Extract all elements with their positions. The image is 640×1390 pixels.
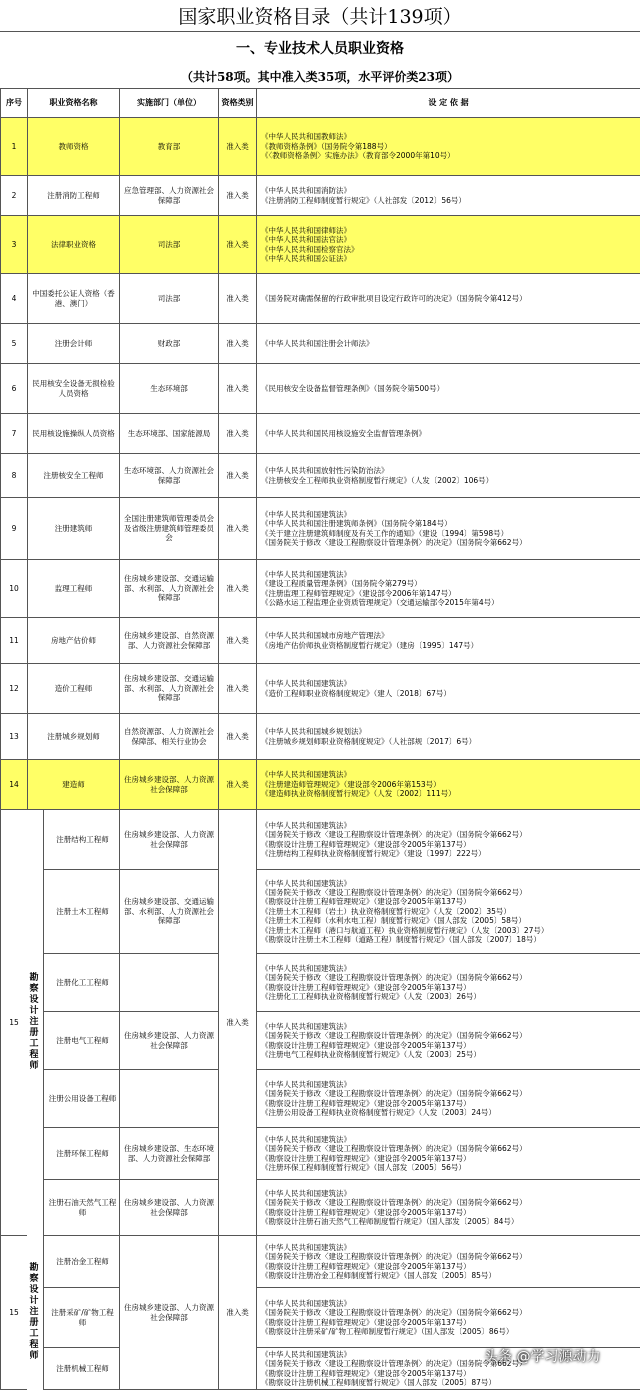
qualification-type: 准入类 — [219, 176, 257, 216]
basis-line: 《中华人民共和国建筑法》 — [261, 679, 638, 688]
document-title: 国家职业资格目录（共计139项） — [0, 0, 640, 32]
qualification-type: 准入类 — [219, 454, 257, 498]
basis-cell — [257, 414, 640, 454]
basis-line: 《中华人民共和国民用核设施安全监督管理条例》 — [261, 429, 638, 438]
qualification-name: 民用核设施操纵人员资格 — [28, 414, 120, 454]
basis-line: 《勘察设计注册工程师管理规定》（建设部令2005年第137号） — [261, 1318, 638, 1327]
basis-line: 《注册化工工程师执业资格制度暂行规定》（人发〔2003〕26号） — [261, 992, 638, 1001]
section-summary: （共计58项。其中准入类35项，水平评价类23项） — [0, 64, 640, 88]
department: 住房城乡建设部、交通运输部、水利部、人力资源社会保障部 — [120, 870, 219, 954]
basis-line: 《国务院关于修改〈建设工程勘察设计管理条例〉的决定》（国务院令第662号） — [261, 1252, 638, 1261]
department — [120, 954, 219, 1012]
table-row — [1, 498, 640, 560]
basis-line: 《国务院关于修改〈建设工程勘察设计管理条例〉的决定》（国务院令第662号） — [261, 1308, 638, 1317]
basis-line: 《国务院关于修改〈建设工程勘察设计管理条例〉的决定》（国务院令第662号） — [261, 830, 638, 839]
department: 教育部 — [120, 118, 219, 176]
basis-cell — [257, 760, 640, 810]
basis-cell — [257, 364, 640, 414]
department: 生态环境部、人力资源社会保障部 — [120, 454, 219, 498]
basis-cell — [257, 560, 640, 618]
department: 自然资源部、人力资源社会保障部、相关行业协会 — [120, 714, 219, 760]
basis-cell — [257, 618, 640, 664]
department: 住房城乡建设部、交通运输部、水利部、人力资源社会保障部 — [120, 664, 219, 714]
qualification-type: 准入类 — [219, 324, 257, 364]
basis-cell — [257, 810, 640, 870]
basis-line: 《中华人民共和国建筑法》 — [261, 821, 638, 830]
row-number: 13 — [1, 714, 28, 760]
group-label — [27, 810, 44, 1236]
basis-line: 《注册土木工程师（港口与航道工程）执业资格制度暂行规定》（人发〔2003〕27号） — [261, 926, 638, 935]
table-row — [1, 364, 640, 414]
qualification-type: 准入类 — [219, 414, 257, 454]
qualification-name: 房地产估价师 — [28, 618, 120, 664]
basis-cell — [257, 324, 640, 364]
basis-line: 《造价工程师职业资格制度规定》（建人〔2018〕67号） — [261, 689, 638, 698]
basis-line: 《勘察设计注册工程师管理规定》（建设部令2005年第137号） — [261, 897, 638, 906]
qualification-name: 法律职业资格 — [28, 216, 120, 274]
basis-line: 《建设工程质量管理条例》（国务院令第279号） — [261, 579, 638, 588]
table-row — [1, 118, 640, 176]
basis-cell — [257, 1180, 640, 1236]
basis-line: 《注册消防工程师制度暂行规定》（人社部发〔2012〕56号） — [261, 196, 638, 205]
row-number: 9 — [1, 498, 28, 560]
basis-line: 《中华人民共和国建筑法》 — [261, 1022, 638, 1031]
qualification-name: 注册建筑师 — [28, 498, 120, 560]
department: 住房城乡建设部、生态环境部、人力资源社会保障部 — [120, 1128, 219, 1180]
basis-line: 《中华人民共和国注册建筑师条例》（国务院令第184号） — [261, 519, 638, 528]
basis-line: 《〈教师资格条例〉实施办法》（教育部令2000年第10号） — [261, 151, 638, 160]
row-number: 1 — [1, 118, 28, 176]
qualification-name: 注册采矿/矿物工程师 — [46, 1308, 119, 1327]
header-basis: 设 定 依 据 — [257, 89, 640, 118]
table-row — [1, 664, 640, 714]
row-number: 4 — [1, 274, 28, 324]
qualification-name: 注册土木工程师 — [46, 907, 119, 916]
department: 住房城乡建设部、人力资源社会保障部 — [120, 1180, 219, 1236]
qualification-name: 注册会计师 — [28, 324, 120, 364]
qualification-name: 民用核安全设备无损检验人员资格 — [28, 364, 120, 414]
row-number: 14 — [1, 760, 28, 810]
qualification-type: 准入类 — [219, 364, 257, 414]
basis-line: 《勘察设计注册工程师管理规定》（建设部令2005年第137号） — [261, 1099, 638, 1108]
department: 住房城乡建设部、人力资源社会保障部 — [120, 760, 219, 810]
basis-line: 《勘察设计注册冶金工程师制度暂行规定》（国人部发〔2005〕85号） — [261, 1271, 638, 1280]
department: 司法部 — [120, 274, 219, 324]
basis-line: 《中华人民共和国城市房地产管理法》 — [261, 631, 638, 640]
table-row — [1, 1070, 640, 1128]
basis-cell — [257, 1288, 640, 1348]
basis-line: 《中华人民共和国建筑法》 — [261, 1299, 638, 1308]
basis-line: 《中华人民共和国建筑法》 — [261, 770, 638, 779]
qualification-table — [0, 88, 640, 1390]
basis-cell — [257, 1128, 640, 1180]
row-number: 3 — [1, 216, 28, 274]
basis-line: 《中华人民共和国建筑法》 — [261, 879, 638, 888]
basis-line: 《国务院关于修改〈建设工程勘察设计管理条例〉的决定》（国务院令第662号） — [261, 538, 638, 547]
row-number: 6 — [1, 364, 28, 414]
table-row — [1, 1128, 640, 1180]
qualification-name: 教师资格 — [28, 118, 120, 176]
qualification-name: 注册电气工程师 — [46, 1036, 119, 1045]
basis-cell — [257, 498, 640, 560]
row-number: 11 — [1, 618, 28, 664]
basis-line: 《注册环保工程师制度暂行规定》（国人部发〔2005〕56号） — [261, 1163, 638, 1172]
basis-line: 《中华人民共和国放射性污染防治法》 — [261, 466, 638, 475]
qualification-name: 中国委托公证人资格（香港、澳门） — [28, 274, 120, 324]
qualification-name: 注册冶金工程师 — [46, 1257, 119, 1266]
table-row — [1, 1012, 640, 1070]
table-row — [1, 1288, 640, 1348]
table-row — [1, 414, 640, 454]
basis-line: 《中华人民共和国检察官法》 — [261, 245, 638, 254]
basis-line: 《注册公用设备工程师执业资格制度暂行规定》（人发〔2003〕24号） — [261, 1108, 638, 1117]
row-number: 2 — [1, 176, 28, 216]
basis-cell — [257, 664, 640, 714]
basis-cell — [257, 216, 640, 274]
basis-line: 《勘察设计注册工程师管理规定》（建设部令2005年第137号） — [261, 1369, 638, 1378]
basis-line: 《勘察设计注册工程师管理规定》（建设部令2005年第137号） — [261, 840, 638, 849]
basis-line: 《中华人民共和国公证法》 — [261, 254, 638, 263]
qualification-type: 准入类 — [219, 498, 257, 560]
qualification-type: 准入类 — [219, 618, 257, 664]
department — [120, 1070, 219, 1128]
basis-cell — [257, 954, 640, 1012]
basis-line: 《建造师执业资格制度暂行规定》（人发〔2002〕111号） — [261, 789, 638, 798]
header-type: 资格类别 — [219, 89, 257, 118]
qualification-type: 准入类 — [219, 810, 257, 1236]
basis-cell — [257, 1236, 640, 1288]
basis-line: 《勘察设计注册工程师管理规定》（建设部令2005年第137号） — [261, 1208, 638, 1217]
basis-line: 《中华人民共和国建筑法》 — [261, 1080, 638, 1089]
basis-line: 《注册核安全工程师执业资格制度暂行规定》（人发〔2002〕106号） — [261, 476, 638, 485]
qualification-type: 准入类 — [219, 1236, 257, 1390]
basis-line: 《国务院关于修改〈建设工程勘察设计管理条例〉的决定》（国务院令第662号） — [261, 1198, 638, 1207]
basis-line: 《勘察设计注册机械工程师制度暂行规定》（国人部发〔2005〕87号） — [261, 1378, 638, 1387]
basis-cell — [257, 714, 640, 760]
table-row — [1, 714, 640, 760]
basis-line: 《勘察设计注册工程师管理规定》（建设部令2005年第137号） — [261, 1262, 638, 1271]
department: 住房城乡建设部、自然资源部、人力资源社会保障部 — [120, 618, 219, 664]
basis-line: 《房地产估价师执业资格制度暂行规定》（建房〔1995〕147号） — [261, 641, 638, 650]
basis-cell — [257, 118, 640, 176]
table-header-row — [1, 89, 640, 118]
row-number: 12 — [1, 664, 28, 714]
table-row — [1, 216, 640, 274]
header-no: 序号 — [1, 89, 28, 118]
basis-line: 《中华人民共和国消防法》 — [261, 186, 638, 195]
row-number: 10 — [1, 560, 28, 618]
basis-line: 《中华人民共和国建筑法》 — [261, 1350, 638, 1359]
qualification-type: 准入类 — [219, 274, 257, 324]
basis-line: 《民用核安全设备监督管理条例》（国务院令第500号） — [261, 384, 638, 393]
qualification-name: 建造师 — [28, 760, 120, 810]
qualification-name: 注册石油天然气工程师 — [46, 1198, 119, 1217]
qualification-name: 注册城乡规划师 — [28, 714, 120, 760]
basis-line: 《注册结构工程师执业资格制度暂行规定》（建设〔1997〕222号） — [261, 849, 638, 858]
basis-line: 《中华人民共和国建筑法》 — [261, 1243, 638, 1252]
qualification-name: 注册结构工程师 — [46, 835, 119, 844]
table-row — [1, 760, 640, 810]
table-row — [1, 560, 640, 618]
basis-line: 《中华人民共和国建筑法》 — [261, 570, 638, 579]
basis-line: 《中华人民共和国律师法》 — [261, 226, 638, 235]
department: 住房城乡建设部、人力资源社会保障部 — [120, 1236, 219, 1390]
basis-line: 《注册城乡规划师职业资格制度规定》（人社部规〔2017〕6号） — [261, 737, 638, 746]
table-row — [1, 454, 640, 498]
basis-line: 《中华人民共和国法官法》 — [261, 235, 638, 244]
basis-cell — [257, 870, 640, 954]
basis-line: 《注册电气工程师执业资格制度暂行规定》（人发〔2003〕25号） — [261, 1050, 638, 1059]
basis-line: 《注册建造师管理规定》（建设部令2006年第153号） — [261, 780, 638, 789]
basis-line: 《国务院关于修改〈建设工程勘察设计管理条例〉的决定》（国务院令第662号） — [261, 1144, 638, 1153]
table-row — [1, 618, 640, 664]
qualification-name: 注册环保工程师 — [46, 1149, 119, 1158]
table-row — [1, 324, 640, 364]
basis-line: 《中华人民共和国建筑法》 — [261, 1135, 638, 1144]
basis-line: 《中华人民共和国建筑法》 — [261, 510, 638, 519]
row-number: 5 — [1, 324, 28, 364]
table-row — [1, 176, 640, 216]
basis-line: 《勘察设计注册土木工程师（道路工程）制度暂行规定》（国人部发〔2007〕18号） — [261, 935, 638, 944]
basis-line: 《勘察设计注册工程师管理规定》（建设部令2005年第137号） — [261, 1154, 638, 1163]
group-label — [27, 1236, 44, 1390]
header-dept: 实施部门（单位） — [120, 89, 219, 118]
basis-line: 《关于建立注册建筑师制度及有关工作的通知》（建设〔1994〕第598号） — [261, 529, 638, 538]
basis-line: 《中华人民共和国建筑法》 — [261, 1189, 638, 1198]
qualification-type: 准入类 — [219, 760, 257, 810]
qualification-type: 准入类 — [219, 216, 257, 274]
basis-line: 《注册监理工程师管理规定》（建设部令2006年第147号） — [261, 589, 638, 598]
qualification-name: 造价工程师 — [28, 664, 120, 714]
watermark: 头条 @学习源动力 — [484, 1346, 600, 1366]
basis-cell — [257, 274, 640, 324]
basis-cell — [257, 454, 640, 498]
qualification-name: 监理工程师 — [28, 560, 120, 618]
basis-line: 《教师资格条例》（国务院令第188号） — [261, 142, 638, 151]
qualification-name: 注册机械工程师 — [46, 1364, 119, 1373]
basis-line: 《国务院关于修改〈建设工程勘察设计管理条例〉的决定》（国务院令第662号） — [261, 1031, 638, 1040]
basis-line: 《国务院关于修改〈建设工程勘察设计管理条例〉的决定》（国务院令第662号） — [261, 1359, 638, 1368]
qualification-name: 注册消防工程师 — [28, 176, 120, 216]
basis-line: 《中华人民共和国建筑法》 — [261, 964, 638, 973]
department: 财政部 — [120, 324, 219, 364]
basis-line: 《国务院关于修改〈建设工程勘察设计管理条例〉的决定》（国务院令第662号） — [261, 973, 638, 982]
basis-line: 《中华人民共和国注册会计师法》 — [261, 339, 638, 348]
department: 住房城乡建设部、交通运输部、水利部、人力资源社会保障部 — [120, 560, 219, 618]
basis-line: 《勘察设计注册采矿/矿物工程师制度暂行规定》（国人部发〔2005〕86号） — [261, 1327, 638, 1336]
basis-line: 《中华人民共和国城乡规划法》 — [261, 727, 638, 736]
basis-line: 《勘察设计注册工程师管理规定》（建设部令2005年第137号） — [261, 983, 638, 992]
qualification-type: 准入类 — [219, 664, 257, 714]
department: 生态环境部、国家能源局 — [120, 414, 219, 454]
department: 住房城乡建设部、人力资源社会保障部 — [120, 810, 219, 870]
basis-line: 《勘察设计注册工程师管理规定》（建设部令2005年第137号） — [261, 1041, 638, 1050]
table-row — [1, 1180, 640, 1236]
qualification-name: 注册核安全工程师 — [28, 454, 120, 498]
basis-cell — [257, 176, 640, 216]
department: 生态环境部 — [120, 364, 219, 414]
table-row — [1, 954, 640, 1012]
department: 司法部 — [120, 216, 219, 274]
basis-line: 《国务院关于修改〈建设工程勘察设计管理条例〉的决定》（国务院令第662号） — [261, 1089, 638, 1098]
row-number: 8 — [1, 454, 28, 498]
basis-line: 《国务院关于修改〈建设工程勘察设计管理条例〉的决定》（国务院令第662号） — [261, 888, 638, 897]
basis-cell — [257, 1070, 640, 1128]
department: 住房城乡建设部、人力资源社会保障部 — [120, 1012, 219, 1070]
table-row — [1, 1236, 640, 1288]
table-row — [1, 810, 640, 870]
basis-line: 《勘察设计注册石油天然气工程师制度暂行规定》（国人部发〔2005〕84号） — [261, 1217, 638, 1226]
department: 应急管理部、人力资源社会保障部 — [120, 176, 219, 216]
qualification-name: 注册化工工程师 — [46, 978, 119, 987]
section-title: 一、专业技术人员职业资格 — [0, 32, 640, 64]
basis-line: 《中华人民共和国教师法》 — [261, 132, 638, 141]
group-label-text: 勘察设计注册工程师 — [30, 973, 41, 1072]
header-name: 职业资格名称 — [28, 89, 120, 118]
department: 全国注册建筑师管理委员会及省级注册建筑师管理委员会 — [120, 498, 219, 560]
basis-line: 《注册土木工程师（水利水电工程）制度暂行规定》（国人部发〔2005〕58号） — [261, 916, 638, 925]
basis-line: 《注册土木工程师（岩土）执业资格制度暂行规定》（人发〔2002〕35号） — [261, 907, 638, 916]
row-number: 7 — [1, 414, 28, 454]
qualification-type: 准入类 — [219, 118, 257, 176]
basis-line: 《公路水运工程监理企业资质管理规定》（交通运输部令2015年第4号） — [261, 598, 638, 607]
table-row — [1, 870, 640, 954]
row-number: 15 — [1, 1236, 28, 1390]
basis-cell — [257, 1012, 640, 1070]
group-label-text: 勘察设计注册工程师 — [30, 1263, 41, 1362]
row-number: 15 — [1, 810, 28, 1236]
qualification-type: 准入类 — [219, 714, 257, 760]
table-row — [1, 274, 640, 324]
qualification-type: 准入类 — [219, 560, 257, 618]
basis-line: 《国务院对确需保留的行政审批项目设定行政许可的决定》（国务院令第412号） — [261, 294, 638, 303]
qualification-name: 注册公用设备工程师 — [46, 1094, 119, 1103]
